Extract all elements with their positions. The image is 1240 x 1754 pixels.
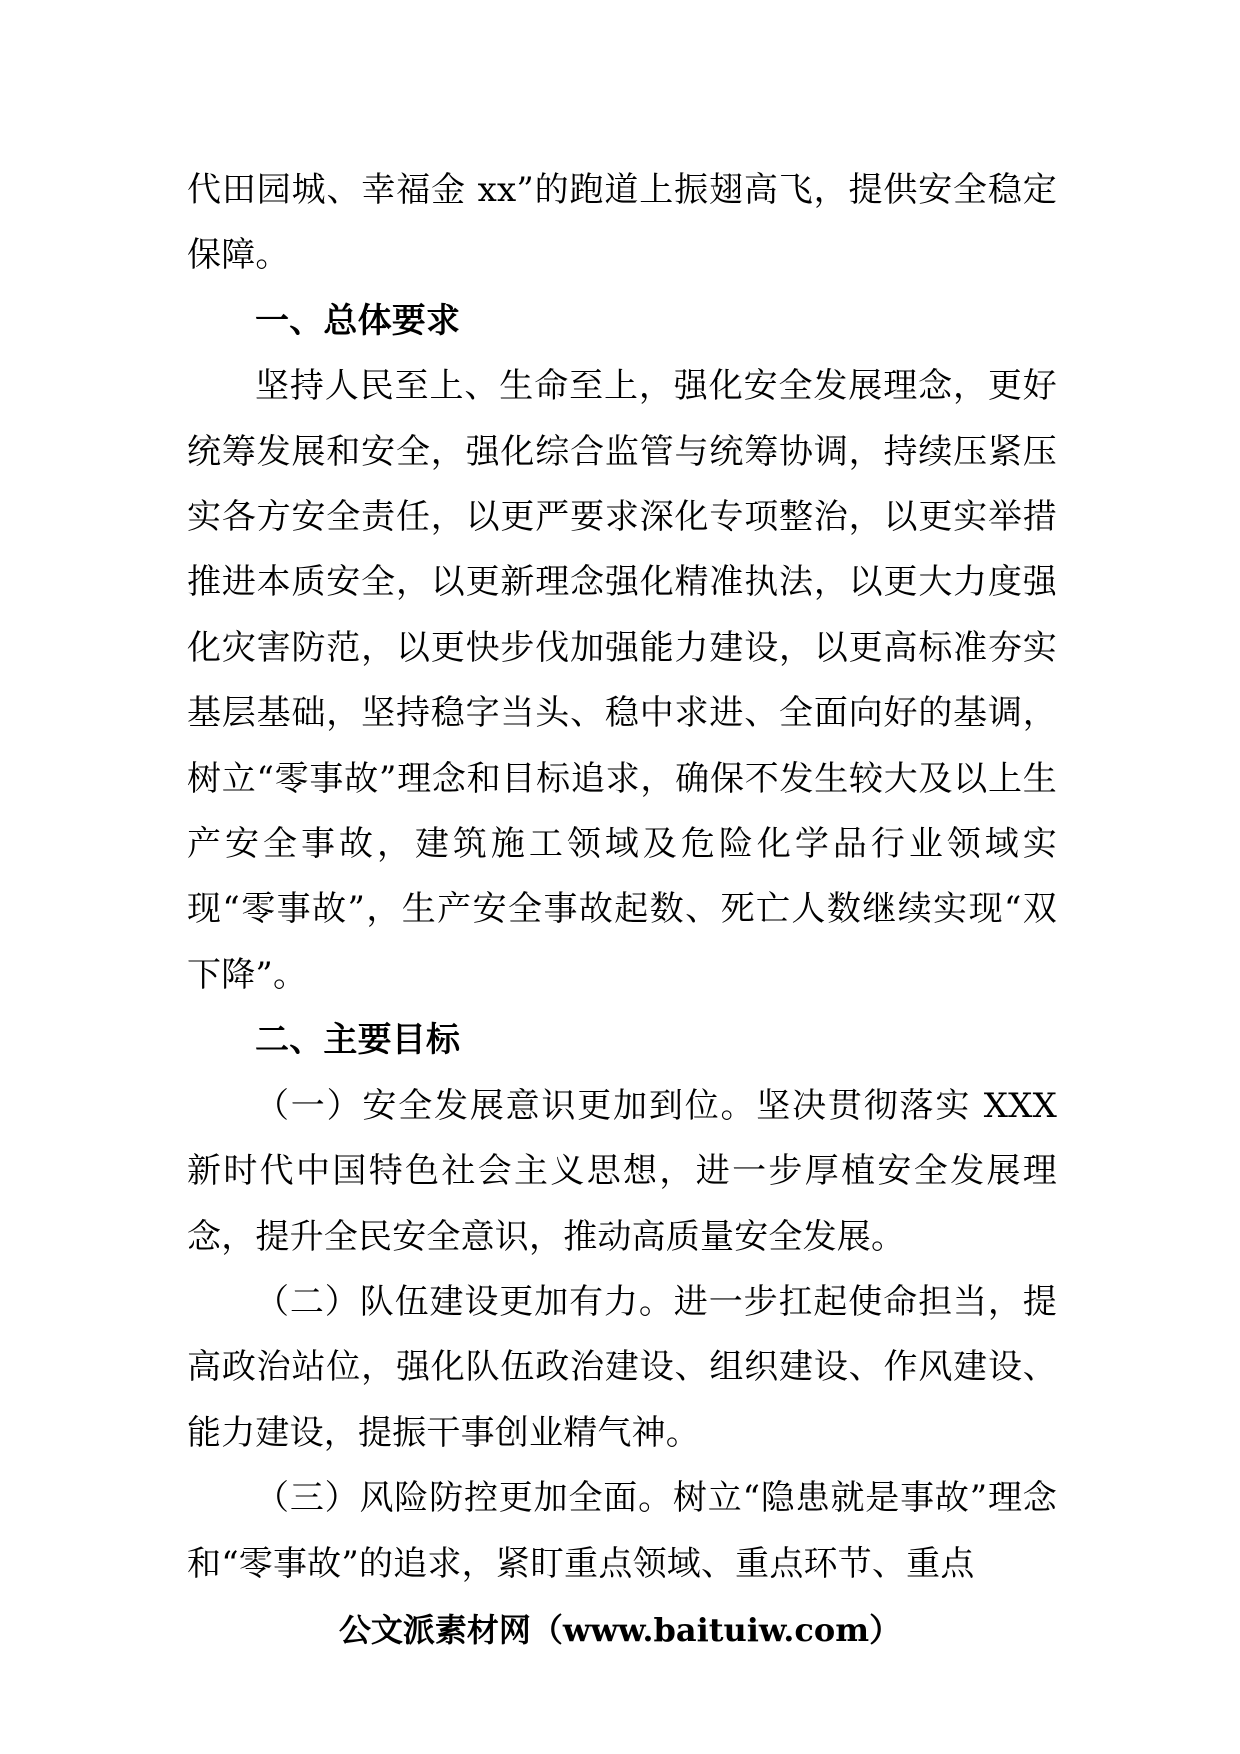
footer-watermark-text: 公文派素材网（www.baituiw.com） <box>338 1611 902 1649</box>
paragraph-general-requirements: 坚持人民至上、生命至上，强化安全发展理念，更好统筹发展和安全，强化综合监管与统筹协调，持续压紧压实各方安全责任，以更严要求深化专项整治，以更实举措推进本质安全，以更新理念强化精准执法，以更大力度强化灾害防范，以更快步伐加强能力建设，以更高标准夯实基层基础，坚持稳字当头、稳中求进、全面向好的基调，树立“零事故”理念和目标追求，确保不发生较大及以上生产安全事故，建筑施工领域及危险化学品行业领域实现“零事故”，生产安全事故起数、死亡人数继续实现“双下降”。 <box>187 366 1057 995</box>
section-heading-main-goals: 二、主要目标 <box>255 1020 461 1061</box>
paragraph-continuation: 代田园城、幸福金 xx”的跑道上振翅高飞，提供安全稳定保障。 <box>187 170 1057 276</box>
paragraph-goal-2: （二）队伍建设更加有力。进一步扛起使命担当，提高政治站位，强化队伍政治建设、组织建设、作风建设、能力建设，提振干事创业精气神。 <box>187 1281 1057 1453</box>
paragraph-goal-3: （三）风险防控更加全面。树立“隐患就是事故”理念和“零事故”的追求，紧盯重点领域、重点环节、重点 <box>187 1478 1057 1584</box>
document-body <box>187 158 1057 1597</box>
section-heading-general-requirements: 一、总体要求 <box>255 300 461 341</box>
paragraph-goal-1: （一）安全发展意识更加到位。坚决贯彻落实 XXX 新时代中国特色社会主义思想，进一步厚植安全发展理念，提升全民安全意识，推动高质量安全发展。 <box>187 1085 1057 1257</box>
